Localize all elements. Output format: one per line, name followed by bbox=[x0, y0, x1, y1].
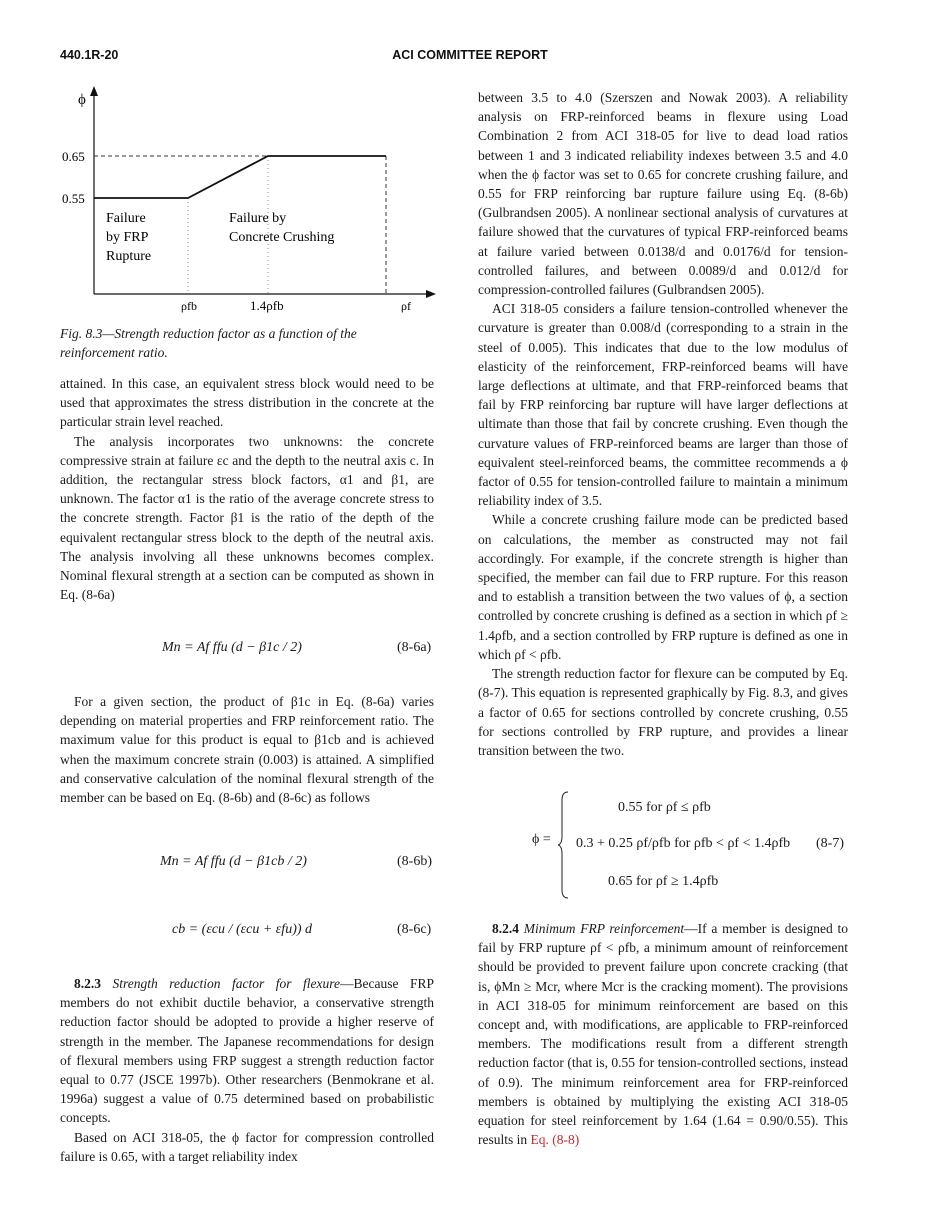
equation-8-7-case-3: 0.65 for ρf ≥ 1.4ρfb bbox=[608, 874, 719, 889]
section-8-2-3-title: Strength reduction factor for flexure bbox=[112, 976, 341, 991]
figure-caption: Fig. 8.3—Strength reduction factor as a function of the reinforcement ratio. bbox=[60, 326, 357, 360]
right-paragraph-1: between 3.5 to 4.0 (Szerszen and Nowak 2003). A reliability analysis on FRP-reinforced beams in flexure using Load Combination 2 from ACI 318-05 for live to dead load ratios between 1 and 3 indicated reliability indexes between 3.5 and 4.0 when the ϕ factor was set to 0.65 for concrete crushing failure, and 0.55 for FRP reinforcing bar rupture failure using Eq. (8-6b) (Gulbrandsen 2005). A nonlinear sectional analysis of curvatures at failure showed that the curvatures of typical FRP-reinforced beams at failure varied between 0.0138/d and 0.0176/d for tension-controlled failures, and between 0.0089/d and 0.012/d for compression-controlled failures (Gulbrandsen 2005). bbox=[478, 90, 848, 298]
left-text-top bbox=[60, 374, 434, 604]
figure-8-3 bbox=[60, 82, 438, 314]
equation-8-7-number: (8-7) bbox=[816, 836, 844, 851]
equation-8-7-lhs: ϕ = bbox=[532, 832, 551, 847]
x-tick-rho-fb: ρfb bbox=[181, 299, 197, 313]
section-8-2-3-text: —Because FRP members do not exhibit ductile behavior, a conservative strength reduction factor should be adopted to provide a higher reserve of strength in the member. The Japanese recommendations for design of flexural members using FRP suggest a strength reduction factor equal to 0.77 (JSCE 1997b). Other researchers (Benmokrane et al. 1996a) suggest a value of 0.75 determined based on probabilistic concepts. bbox=[60, 976, 435, 1126]
equation-8-8-link[interactable]: Eq. (8-8) bbox=[530, 1132, 580, 1148]
section-8-2-3 bbox=[60, 974, 434, 1128]
x-axis-arrow bbox=[426, 290, 436, 298]
right-text-top bbox=[478, 88, 848, 760]
y-axis-label: ϕ bbox=[78, 92, 86, 108]
equation-8-6b: Mn = Af ffu (d − β1cb / 2) bbox=[160, 854, 307, 869]
equation-8-6a: Mn = Af ffu (d − β1c / 2) bbox=[162, 640, 302, 655]
y-tick-0-65: 0.65 bbox=[62, 149, 85, 164]
region-right-line2: Concrete Crushing bbox=[229, 230, 335, 245]
right-paragraph-4: The strength reduction factor for flexure can be computed by Eq. (8-7). This equation is represented graphically by Fig. 8.3, and gives a factor of 0.65 for sections controlled by concrete crushing, 0.55 for sections controlled by FRP rupture, and provides a linear transition between the two. bbox=[478, 666, 848, 758]
equation-8-7 bbox=[520, 790, 850, 900]
equation-8-6c: cb = (εcu / (εcu + εfu)) d bbox=[172, 922, 313, 937]
equation-8-7-brace bbox=[558, 790, 570, 900]
y-axis-arrow bbox=[90, 86, 98, 96]
equation-8-6a-number: (8-6a) bbox=[397, 640, 432, 655]
region-left-line3: Rupture bbox=[106, 249, 152, 264]
y-tick-0-55: 0.55 bbox=[62, 191, 85, 206]
left-paragraph-2: The analysis incorporates two unknowns: the concrete compressive strain at failure εc and the depth to the neutral axis c. In addition, the rectangular stress block factors, α1 and β1, are unknown. The factor α1 is the ratio of the average concrete stress to the concrete strength. Factor β1 is the ratio of the depth of the equivalent rectangular stress block to the depth of the neutral axis. The analysis involving all these unknowns becomes complex. Nominal flexural strength at a section can be computed as shown in Eq. (8-6a) bbox=[60, 433, 434, 603]
right-text-bottom bbox=[478, 919, 848, 1149]
equation-8-6b-number: (8-6b) bbox=[397, 854, 432, 869]
running-title: ACI COMMITTEE REPORT bbox=[392, 48, 548, 62]
equation-8-7-case-1: 0.55 for ρf ≤ ρfb bbox=[618, 800, 711, 815]
right-paragraph-3: While a concrete crushing failure mode can be predicted based on calculations, the member as constructed may not fail accordingly. For example, if the concrete strength is higher than specified, the member can fail due to FRP rupture. For this reason and to establish a transition between the two values of ϕ, a section controlled by concrete crushing is defined as a section in which ρf ≥ 1.4ρfb, and a section controlled by FRP rupture is defined as one in which ρf < ρfb. bbox=[478, 512, 848, 662]
x-tick-1-4-rho-fb: 1.4ρfb bbox=[250, 298, 284, 313]
equation-8-7-case-2: 0.3 + 0.25 ρf/ρfb for ρfb < ρf < 1.4ρfb bbox=[576, 836, 791, 851]
section-8-2-4-text: —If a member is designed to fail by FRP rupture ρf < ρfb, a minimum amount of reinforcement should be provided to prevent failure upon concrete cracking (that is, ϕMn ≥ Mcr, where Mcr is the cracking moment). The provisions in ACI 318-05 for minimum reinforcement are based on this concept and, with modifications, are applicable to FRP-reinforced members. The modifications result from a different strength reduction factor (that is, 0.55 for tension-controlled sections, instead of 0.9). The minimum reinforcement area for FRP-reinforced members is obtained by multiplying the existing ACI 318-05 equation for steel reinforcement by 1.64 (1.64 = 0.90/0.55). This results in bbox=[478, 921, 848, 1148]
equation-8-6c-number: (8-6c) bbox=[397, 922, 432, 937]
section-8-2-4 bbox=[478, 919, 848, 1149]
left-paragraph-1: attained. In this case, an equivalent stress block would need to be used that approximates the stress distribution in the concrete at the particular strain level reached. bbox=[60, 376, 434, 430]
left-text-mid bbox=[60, 692, 434, 807]
region-left-line1: Failure bbox=[106, 211, 146, 226]
region-left-line2: by FRP bbox=[106, 230, 149, 245]
left-paragraph-5: Based on ACI 318-05, the ϕ factor for compression controlled failure is 0.65, with a target reliability index bbox=[60, 1129, 434, 1164]
left-paragraph-3: For a given section, the product of β1c in Eq. (8-6a) varies depending on material properties and FRP reinforcement ratio. The maximum value for this product is equal to β1cb and is achieved when the maximum concrete strain (0.003) is attained. A simplified and conservative calculation of the nominal flexural strength of the member can be based on Eq. (8-6b) and (8-6c) as follows bbox=[60, 694, 434, 806]
right-paragraph-2: ACI 318-05 considers a failure tension-controlled whenever the curvature is greater than 0.008/d (corresponding to a strain in the steel of 0.005). This indicates that due to the low modulus of elasticity of the reinforcement, FRP-reinforced beams will have large deflections at ultimate, and that FRP-reinforced beams that fail by FRP reinforcing bar rupture will have larger deflections at ultimate than those that fail by concrete crushing. Even though the curvature values of FRP-reinforced beams are larger than those of equivalent steel-reinforced beams, the committee recommends a ϕ factor of 0.55 for tension-controlled failure to maintain a minimum reliability index of 3.5. bbox=[478, 301, 848, 509]
x-tick-rho-f: ρf bbox=[401, 299, 411, 313]
left-text-bottom bbox=[60, 974, 434, 1166]
section-8-2-4-title: Minimum FRP reinforcement bbox=[523, 921, 685, 936]
section-8-2-3-number: 8.2.3 bbox=[74, 976, 101, 991]
strength-reduction-plot bbox=[60, 82, 438, 314]
phi-curve bbox=[94, 156, 386, 198]
region-right-line1: Failure by bbox=[229, 211, 287, 226]
page-id: 440.1R-20 bbox=[60, 48, 119, 62]
section-8-2-4-number: 8.2.4 bbox=[492, 921, 519, 936]
